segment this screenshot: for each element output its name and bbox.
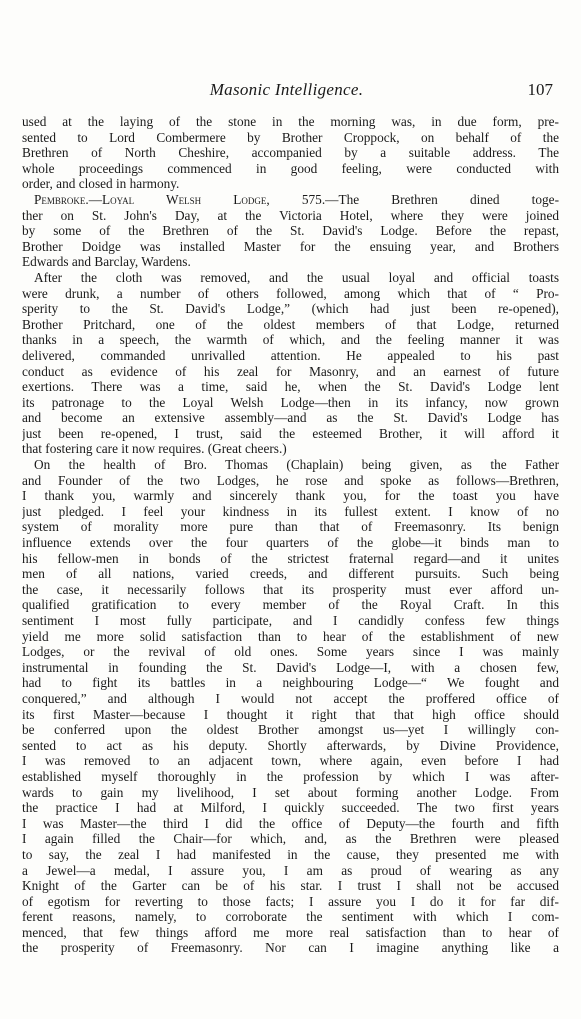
running-title: Masonic Intelligence. [209, 80, 364, 99]
line-text: thanks in a speech, the warmth of which, and the feeling manner it was [22, 332, 559, 348]
text-line [22, 301, 559, 317]
text-line [22, 878, 559, 894]
text-line [22, 270, 559, 286]
text-line [22, 519, 559, 535]
line-text: established myself thoroughly in the profession by which I was after- [22, 768, 559, 784]
text-line [22, 426, 559, 442]
line-text: its patronage to the Loyal Welsh Lodge—then in its infancy, now grown [22, 394, 559, 410]
text-line [22, 597, 559, 613]
text-line [22, 831, 559, 847]
line-text: system of morality more pure than that of Freemasonry. Its benign [22, 519, 559, 535]
line-text: I was Master—the third I did the office of Deputy—the fourth and fifth [22, 815, 559, 831]
line-text: be conferred upon the oldest Brother amongst us—yet I willingly con- [22, 722, 559, 738]
text-line [22, 629, 559, 645]
line-text: and become an extensive assembly—and as the St. David's Lodge has [22, 410, 559, 426]
line-text: Brother Doidge was installed Master for the ensuing year, and Brothers [22, 238, 559, 254]
text-line [22, 816, 559, 832]
line-text: his fellow-men in bonds of the strictest fraternal regard—and it unites [22, 550, 559, 566]
line-text: I again filled the Chair—for which, and, as the Brethren were pleased [22, 831, 559, 847]
line-text: exertions. There was a time, said he, when the St. David's Lodge lent [22, 379, 559, 395]
line-text: the prosperity of Freemasonry. Nor can I imagine anything like a [22, 940, 559, 956]
line-text: sperity to the St. David's Lodge,” (which had just been re-opened), [22, 301, 559, 317]
text-line [22, 441, 559, 457]
line-text: Brethren of North Cheshire, accompanied by a suitable address. The [22, 145, 559, 161]
text-line [22, 161, 559, 177]
text-line [22, 722, 559, 738]
line-text: Brother Pritchard, one of the oldest members of that Lodge, returned [22, 316, 559, 332]
line-text: instrumental in founding the St. David's Lodge—I, with a chosen few, [22, 659, 559, 675]
text-line [22, 894, 559, 910]
text-line [22, 551, 559, 567]
line-text: I was removed to an adjacent town, where again, even before I had [22, 753, 559, 769]
line-text: just pledged. I feel your kindness in its fullest extent. I know of no [22, 503, 559, 519]
text-line [22, 847, 559, 863]
line-text: sentiment I most fully participate, and I candidly confess few things [22, 613, 559, 628]
line-text: had to fight its battles in a neighbouring Lodge—“ We fought and [22, 675, 559, 691]
line-text: to say, the zeal I had manifested in the cause, they presented me with [22, 846, 559, 862]
text-line [22, 395, 559, 411]
text-line [22, 457, 559, 473]
line-text: delivered, commanded unrivalled attention. He appealed to his past [22, 347, 559, 363]
line-text: influence extends over the four quarters of the globe—it binds man to [22, 535, 559, 551]
line-text: yield me more solid satisfaction than to hear of the establishment of new [22, 628, 559, 644]
line-text: sented to Lord Combermere by Brother Croppock, on behalf of the [22, 129, 559, 145]
page-header [20, 80, 553, 102]
line-text: by some of the Brethren of the St. David's Lodge. Before the repast, [22, 223, 559, 239]
line-text: On the health of Bro. Thomas (Chaplain) being given, as the Father [34, 457, 559, 473]
text-line [22, 800, 559, 816]
line-text: order, and closed in harmony. [22, 176, 180, 192]
text-line [22, 769, 559, 785]
text-line [22, 317, 559, 333]
line-text: whole proceedings commenced in good feeling, were conducted with [22, 160, 559, 176]
text-line [22, 192, 559, 208]
line-text: wards to gain my livelihood, I set about forming another Lodge. From [22, 784, 559, 800]
line-text: men of all nations, varied creeds, and different pursuits. Such being [22, 566, 559, 582]
line-text: Edwards and Barclay, Wardens. [22, 254, 191, 270]
line-text: Knight of the Garter can be of his star. I trust I shall not be accused [22, 878, 559, 894]
text-line [22, 130, 559, 146]
text-line [22, 332, 559, 348]
text-line [22, 488, 559, 504]
text-line [22, 535, 559, 551]
text-line [22, 707, 559, 723]
line-text: sented to act as his deputy. Shortly afterwards, by Divine Providence, [22, 737, 559, 753]
line-text: conduct as evidence of his zeal for Masonry, and an earnest of future [22, 363, 559, 379]
line-text: qualified gratification to every member of the Royal Craft. In this [22, 597, 559, 613]
line-text: were drunk, a number of others followed, among which that of “ Pro- [22, 285, 559, 301]
text-line [22, 145, 559, 161]
text-line [22, 473, 559, 489]
text-line [22, 286, 559, 302]
line-text: Lodges, or the revival of old ones. Some years since I was mainly [22, 644, 559, 660]
article-body [22, 114, 559, 956]
line-text: ther on St. John's Day, at the Victoria Hotel, where they were joined [22, 207, 559, 223]
text-line [22, 582, 559, 598]
text-line [22, 223, 559, 239]
page-number: 107 [527, 80, 553, 99]
line-text: a Jewel—a medal, I assure you, I am as proud of wearing as any [22, 862, 559, 878]
line-text: just been re-opened, I trust, said the esteemed Brother, it will afford it [22, 425, 559, 441]
text-line [22, 379, 559, 395]
text-line [22, 348, 559, 364]
line-text: menced, that few things afford me more real satisfaction than to hear of [22, 924, 559, 940]
line-text: used at the laying of the stone in the morning was, in due form, pre- [22, 114, 559, 129]
line-text: of egotism for reverting to those facts; I assure you I do it for far dif- [22, 893, 559, 909]
text-line [22, 753, 559, 769]
line-text: ferent reasons, namely, to corroborate the sentiment with which I com- [22, 909, 559, 925]
text-line [22, 176, 559, 192]
text-line [22, 613, 559, 629]
text-line [22, 660, 559, 676]
line-text: After the cloth was removed, and the usual loyal and official toasts [34, 269, 559, 285]
text-line [22, 364, 559, 380]
line-text: the case, it necessarily follows that its prosperity must ever afford un- [22, 581, 559, 597]
text-line [22, 925, 559, 941]
text-line [22, 114, 559, 130]
line-text: —The Brethren dined toge- [325, 191, 559, 207]
text-line [22, 504, 559, 520]
text-line [22, 940, 559, 956]
text-line [22, 566, 559, 582]
line-text: that fostering care it now requires. (Great cheers.) [22, 441, 287, 457]
line-text: conquered,” and although I would not accept the proffered office of [22, 690, 559, 706]
text-line [22, 738, 559, 754]
section-lead: Pembroke.—Loyal Welsh Lodge, 575. [34, 191, 326, 207]
text-line [22, 239, 559, 255]
text-line [22, 208, 559, 224]
line-text: its first Master—because I thought it right that that high office should [22, 706, 559, 722]
line-text: and Founder of the two Lodges, he rose and spoke as follows—Brethren, [22, 472, 559, 488]
line-text: I thank you, warmly and sincerely thank you, for the toast you have [22, 488, 559, 504]
text-line [22, 675, 559, 691]
text-line [22, 785, 559, 801]
text-line [22, 863, 559, 879]
text-line [22, 644, 559, 660]
line-text: the practice I had at Milford, I quickly succeeded. The two first years [22, 800, 559, 816]
text-line [22, 254, 559, 270]
text-line [22, 909, 559, 925]
text-line [22, 410, 559, 426]
text-line [22, 691, 559, 707]
